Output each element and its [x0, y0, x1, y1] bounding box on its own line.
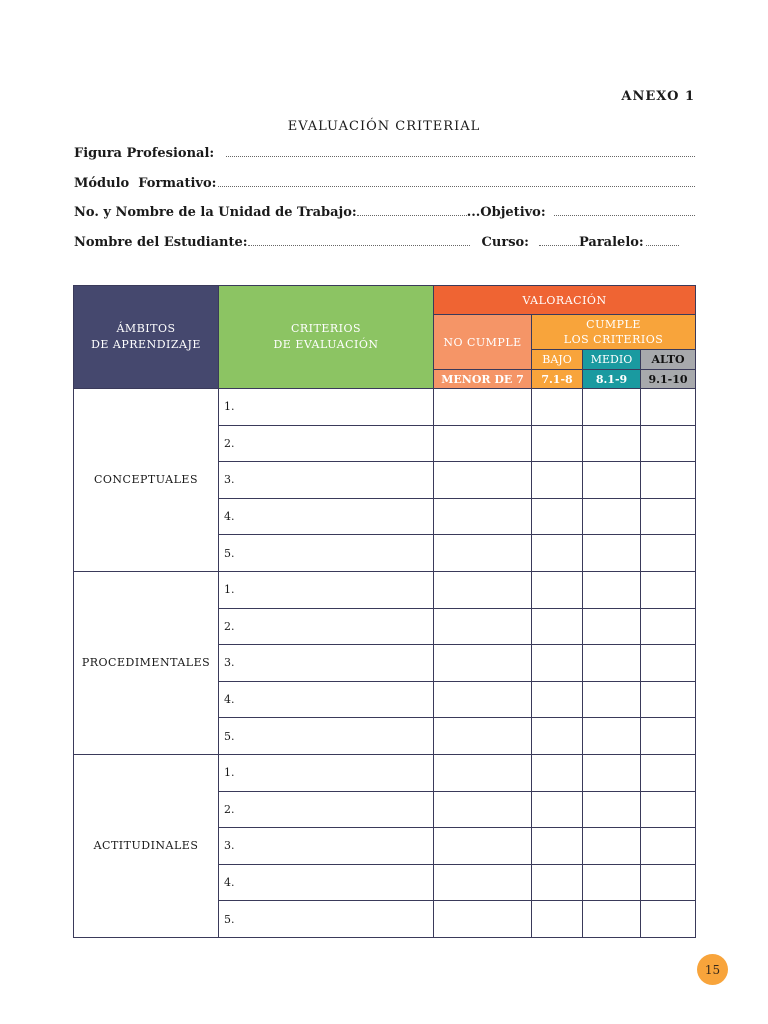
score-cell-medio[interactable] — [583, 754, 641, 791]
score-cell-bajo[interactable] — [532, 535, 583, 572]
score-cell-bajo[interactable] — [532, 828, 583, 865]
score-cell-medio[interactable] — [583, 864, 641, 901]
medio-header: MEDIO — [583, 350, 641, 370]
criterion-cell[interactable]: 3. — [219, 645, 434, 682]
score-cell-medio[interactable] — [583, 389, 641, 426]
score-cell-no-cumple[interactable] — [434, 645, 532, 682]
table-row — [74, 754, 696, 791]
score-cell-no-cumple[interactable] — [434, 864, 532, 901]
table-row — [74, 571, 696, 608]
criterios-header — [219, 286, 434, 389]
score-cell-alto[interactable] — [641, 462, 696, 499]
criterion-cell[interactable]: 5. — [219, 901, 434, 938]
figura-profesional-label: Figura Profesional: — [74, 146, 215, 161]
unidad-trabajo-label: No. y Nombre de la Unidad de Trabajo: — [74, 205, 357, 220]
score-cell-bajo[interactable] — [532, 718, 583, 755]
score-cell-medio[interactable] — [583, 535, 641, 572]
score-cell-no-cumple[interactable] — [434, 828, 532, 865]
criterion-cell[interactable]: 4. — [219, 864, 434, 901]
criterion-cell[interactable]: 2. — [219, 425, 434, 462]
no-cumple-header: NO CUMPLE — [434, 315, 532, 370]
score-cell-bajo[interactable] — [532, 498, 583, 535]
score-cell-alto[interactable] — [641, 828, 696, 865]
criterios-header-line2: DE EVALUACIÓN — [273, 338, 379, 351]
criterion-cell[interactable]: 4. — [219, 498, 434, 535]
score-cell-no-cumple[interactable] — [434, 681, 532, 718]
criterion-cell[interactable]: 4. — [219, 681, 434, 718]
score-cell-bajo[interactable] — [532, 681, 583, 718]
score-cell-medio[interactable] — [583, 718, 641, 755]
score-cell-alto[interactable] — [641, 754, 696, 791]
ambito-label: CONCEPTUALES — [74, 389, 219, 572]
score-cell-no-cumple[interactable] — [434, 571, 532, 608]
criterion-cell[interactable]: 3. — [219, 828, 434, 865]
score-cell-alto[interactable] — [641, 901, 696, 938]
score-cell-alto[interactable] — [641, 608, 696, 645]
score-cell-medio[interactable] — [583, 498, 641, 535]
criterion-cell[interactable]: 5. — [219, 718, 434, 755]
ambito-label: ACTITUDINALES — [74, 754, 219, 937]
range-bajo: 7.1-8 — [532, 370, 583, 389]
criterion-cell[interactable]: 5. — [219, 535, 434, 572]
ambito-label: PROCEDIMENTALES — [74, 571, 219, 754]
evaluation-table — [73, 285, 696, 938]
cumple-header — [532, 315, 696, 350]
score-cell-medio[interactable] — [583, 901, 641, 938]
score-cell-no-cumple[interactable] — [434, 718, 532, 755]
score-cell-medio[interactable] — [583, 828, 641, 865]
criterion-cell[interactable]: 1. — [219, 754, 434, 791]
bajo-header: BAJO — [532, 350, 583, 370]
score-cell-bajo[interactable] — [532, 645, 583, 682]
score-cell-alto[interactable] — [641, 498, 696, 535]
cumple-header-line1: CUMPLE — [586, 318, 641, 331]
criterion-cell[interactable]: 3. — [219, 462, 434, 499]
score-cell-alto[interactable] — [641, 791, 696, 828]
score-cell-no-cumple[interactable] — [434, 754, 532, 791]
paralelo-blank[interactable] — [646, 245, 679, 246]
score-cell-no-cumple[interactable] — [434, 608, 532, 645]
unidad-trabajo-blank[interactable] — [357, 215, 467, 216]
range-medio: 8.1-9 — [583, 370, 641, 389]
score-cell-bajo[interactable] — [532, 462, 583, 499]
objetivo-label: ...Objetivo: — [466, 205, 546, 220]
score-cell-medio[interactable] — [583, 608, 641, 645]
curso-blank[interactable] — [539, 245, 579, 246]
score-cell-medio[interactable] — [583, 681, 641, 718]
paralelo-label: Paralelo: — [578, 235, 644, 250]
score-cell-bajo[interactable] — [532, 389, 583, 426]
figura-profesional-blank[interactable] — [226, 156, 695, 157]
score-cell-medio[interactable] — [583, 645, 641, 682]
score-cell-bajo[interactable] — [532, 754, 583, 791]
table-row — [74, 389, 696, 426]
score-cell-no-cumple[interactable] — [434, 425, 532, 462]
criterion-cell[interactable]: 2. — [219, 791, 434, 828]
score-cell-bajo[interactable] — [532, 901, 583, 938]
score-cell-alto[interactable] — [641, 535, 696, 572]
score-cell-no-cumple[interactable] — [434, 389, 532, 426]
score-cell-alto[interactable] — [641, 389, 696, 426]
menor-de-7-header: MENOR DE 7 — [434, 370, 532, 389]
ambitos-header-line1: ÁMBITOS — [116, 322, 176, 335]
score-cell-alto[interactable] — [641, 718, 696, 755]
alto-header: ALTO — [641, 350, 696, 370]
ambitos-header — [74, 286, 219, 389]
score-cell-medio[interactable] — [583, 425, 641, 462]
annex-label: ANEXO 1 — [621, 89, 695, 104]
score-cell-alto[interactable] — [641, 571, 696, 608]
field-estudiante — [74, 230, 695, 250]
valoracion-header: VALORACIÓN — [434, 286, 696, 315]
curso-label: Curso: — [481, 235, 529, 250]
field-unidad-trabajo — [74, 200, 695, 220]
score-cell-medio[interactable] — [583, 462, 641, 499]
score-cell-alto[interactable] — [641, 425, 696, 462]
range-alto: 9.1-10 — [641, 370, 696, 389]
score-cell-bajo[interactable] — [532, 571, 583, 608]
field-modulo-formativo — [74, 171, 695, 191]
score-cell-bajo[interactable] — [532, 608, 583, 645]
score-cell-alto[interactable] — [641, 645, 696, 682]
modulo-formativo-blank[interactable] — [218, 186, 695, 187]
score-cell-medio[interactable] — [583, 791, 641, 828]
cumple-header-line2: LOS CRITERIOS — [563, 333, 664, 346]
score-cell-no-cumple[interactable] — [434, 535, 532, 572]
estudiante-blank[interactable] — [248, 245, 470, 246]
score-cell-no-cumple[interactable] — [434, 901, 532, 938]
score-cell-no-cumple[interactable] — [434, 462, 532, 499]
criterion-cell[interactable]: 1. — [219, 389, 434, 426]
criterion-cell[interactable]: 2. — [219, 608, 434, 645]
criterion-cell[interactable]: 1. — [219, 571, 434, 608]
document-title: EVALUACIÓN CRITERIAL — [287, 119, 481, 134]
score-cell-bajo[interactable] — [532, 425, 583, 462]
score-cell-bajo[interactable] — [532, 864, 583, 901]
score-cell-medio[interactable] — [583, 571, 641, 608]
score-cell-no-cumple[interactable] — [434, 791, 532, 828]
field-figura-profesional — [74, 141, 695, 161]
score-cell-alto[interactable] — [641, 681, 696, 718]
ambitos-header-line2: DE APRENDIZAJE — [91, 338, 201, 351]
score-cell-no-cumple[interactable] — [434, 498, 532, 535]
score-cell-bajo[interactable] — [532, 791, 583, 828]
modulo-formativo-label: Módulo Formativo: — [74, 176, 217, 191]
page-number: 15 — [697, 954, 728, 985]
score-cell-alto[interactable] — [641, 864, 696, 901]
objetivo-blank[interactable] — [554, 215, 695, 216]
estudiante-label: Nombre del Estudiante: — [74, 235, 248, 250]
criterios-header-line1: CRITERIOS — [290, 322, 362, 335]
